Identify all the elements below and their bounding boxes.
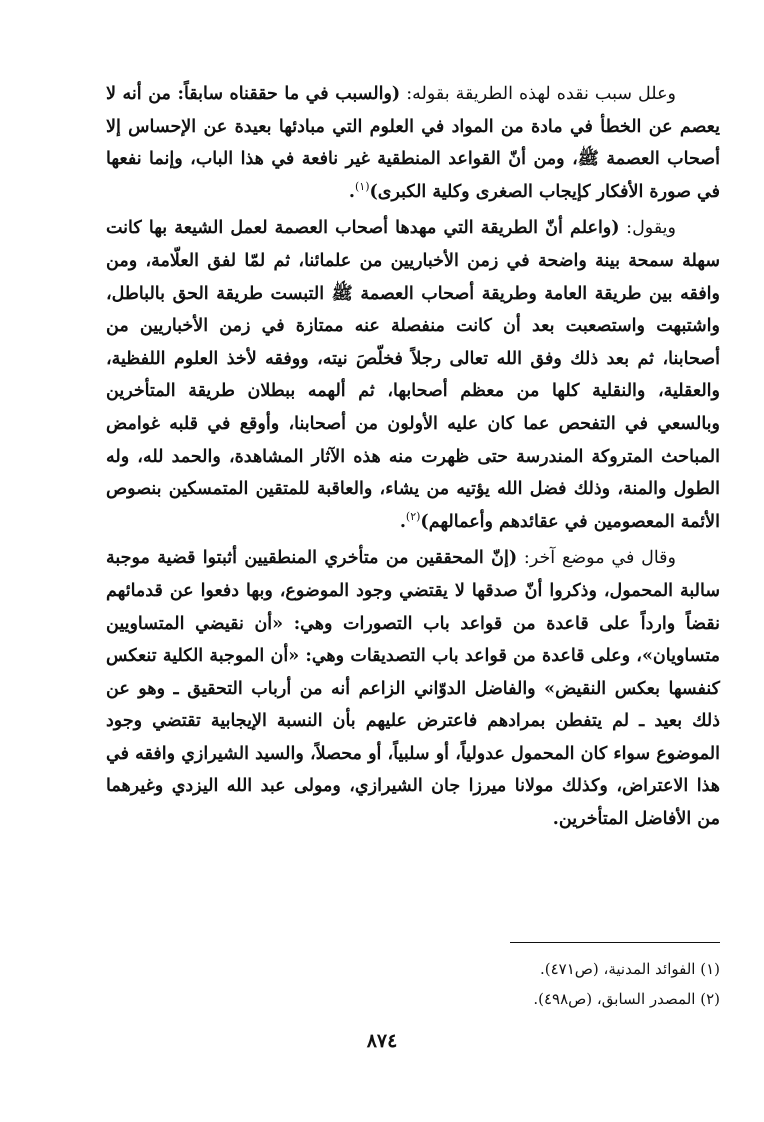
footnote-item: (١) الفوائد المدنية، (ص٤٧١).	[539, 960, 720, 978]
paragraph-3	[106, 542, 720, 835]
paragraph-intro: ويقول:	[619, 218, 677, 239]
page-number: ٨٧٤	[366, 1030, 398, 1052]
paragraph-1	[106, 78, 720, 208]
footnote-reference: (١)	[354, 179, 370, 193]
paragraph-end: .	[348, 181, 355, 202]
quotation-text: (إنّ المحققين من متأخري المنطقيين أثبتوا قضية موجبة سالبة المحمول، وذكروا أنّ صدقها لا يقتضي وجود الموضوع، وبها دفعوا عن قدمائهم نقضاً وارداً على قاعدة من قواعد باب التصورات وهي: «أن نقيضي المتساويين متساويان»، وعلى قاعدة من قواعد باب التصديقات وهي: «أن الموجبة الكلية تنعكس كنفسها بعكس النقيض» والفاضل الدوّاني الزاعم أنه من أرباب التحقيق ـ وهو عن ذلك بعيد ـ لم يتفطن بمرادهم فاعترض عليهم بأن النسبة الإيجابية تقتضي وجود الموضوع سواء كان المحمول عدولياً، أو سلبياً، أو محصلاً، والسيد الشيرازي وافقه في هذا الاعتراض، وكذلك مولانا ميرزا جان الشيرازي، ومولى عبد الله اليزدي وغيرهما من الأفاضل المتأخرين.	[106, 548, 720, 830]
quotation-text: (والسبب في ما حققناه سابقاً: من أنه لا يعصم عن الخطأ في مادة من المواد في العلوم التي مبادئها بعيدة عن الإحساس إلا أصحاب العصمة ﷺ، ومن أنّ القواعد المنطقية غير نافعة في هذا الباب، وإنما نفعها في صورة الأفكار كإيجاب الصغرى وكلية الكبرى)	[106, 84, 720, 202]
paragraph-intro: وقال في موضع آخر:	[517, 548, 676, 569]
paragraph-2	[106, 212, 720, 538]
footnote-separator	[510, 942, 720, 943]
footnote-reference: (٢)	[405, 509, 421, 523]
footnotes	[320, 954, 720, 1014]
paragraph-end: .	[399, 511, 406, 532]
quotation-text: (واعلم أنّ الطريقة التي مهدها أصحاب العصمة لعمل الشيعة بها كانت سهلة سمحة بينة واضحة في زمن الأخباريين من علمائنا، ثم لمّا لفق العلّامة، ومن وافقه بين طريقة العامة وطريقة أصحاب العصمة ﷺ التبست طريقة الحق بالباطل، واشتبهت واستصعبت بعد أن كانت منفصلة عنه ممتازة في زمن الأخباريين من أصحابنا، ثم بعد ذلك وفق الله تعالى رجلاً فخلّصَ نيته، ووفقه لأخذ العلوم اللفظية، والعقلية، والنقلية كلها من معظم أصحابها، ثم ألهمه ببطلان طريقة المتأخرين وبالسعي في التفحص عما كان عليه الأولون من أصحابنا، وأوقع في قلبه غوامض المباحث المتروكة المندرسة حتى ظهرت منه هذه الآثار المشاهدة، والحمد لله، وله الطول والمنة، وذلك فضل الله يؤتيه من يشاء، والعاقبة للمتقين المتمسكين بنصوص الأئمة المعصومين في عقائدهم وأعمالهم)	[106, 218, 720, 532]
footnote-item: (٢) المصدر السابق، (ص٤٩٨).	[533, 990, 720, 1008]
page-body	[106, 78, 720, 836]
paragraph-intro: وعلل سبب نقده لهذه الطريقة بقوله:	[400, 84, 676, 104]
